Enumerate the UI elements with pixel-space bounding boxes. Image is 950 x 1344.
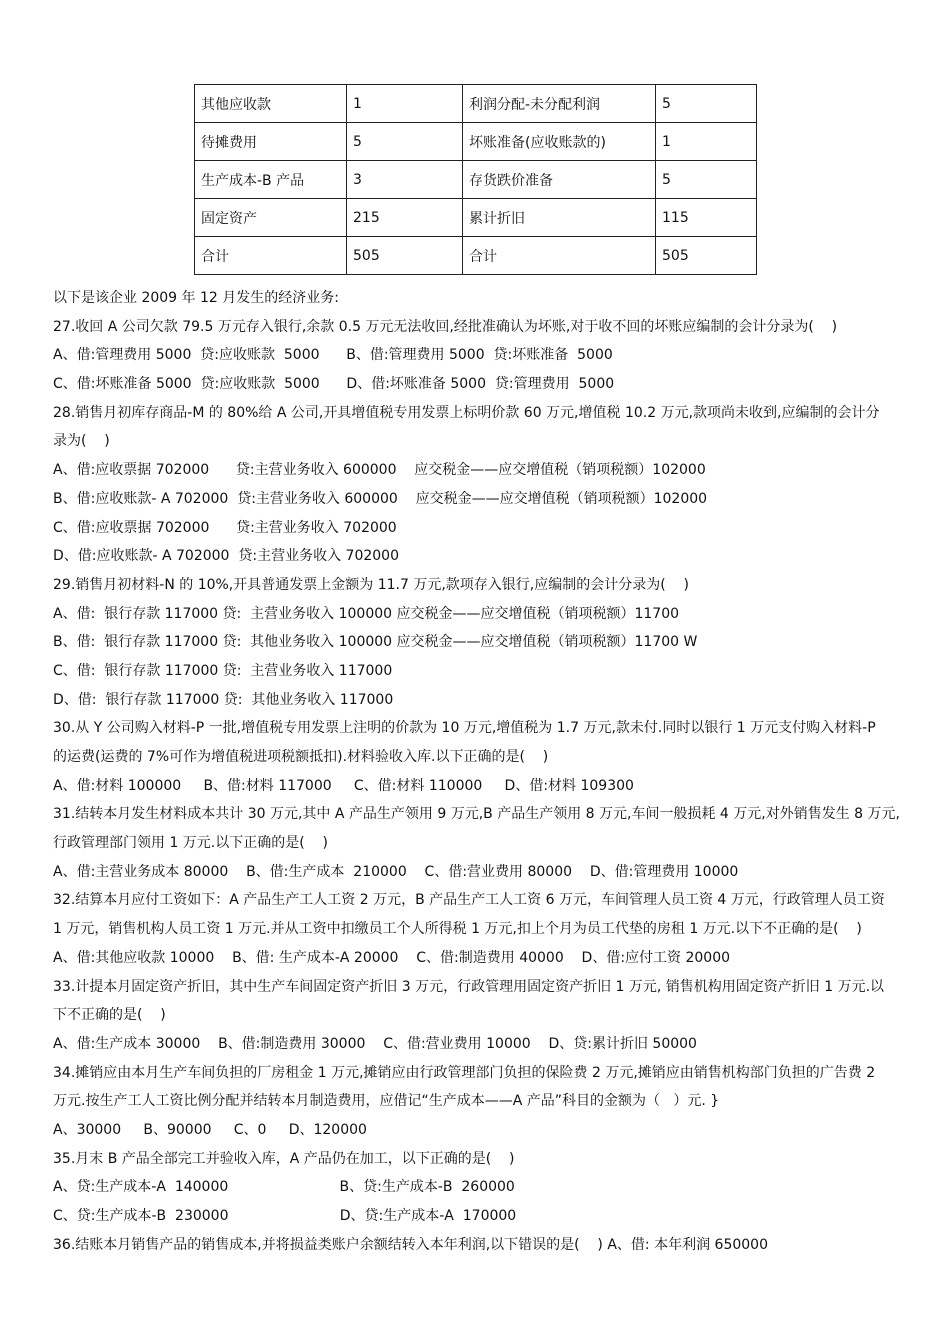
table-row xyxy=(195,237,757,275)
table-row xyxy=(195,123,757,161)
table-cell: 1 xyxy=(347,85,463,123)
table-cell: 115 xyxy=(656,199,757,237)
table-cell: 1 xyxy=(656,123,757,161)
option-line: A、借:材料 100000 B、借:材料 117000 C、借:材料 110000 D、借:材料 109300 xyxy=(53,777,634,794)
option-line: B、借:应收账款- A 702000 贷:主营业务收入 600000 应交税金——应交增值税（销项税额）102000 xyxy=(53,490,708,507)
question-31: 31.结转本月发生材料成本共计 30 万元,其中 A 产品生产领用 9 万元,B 产品生产领用 8 万元,车间一般损耗 4 万元,对外销售发生 8 万元, xyxy=(53,806,900,823)
question-27: 27.收回 A 公司欠款 79.5 万元存入银行,余款 0.5 万元无法收回,经批准确认为坏账,对于收不回的坏账应编制的会计分录为( ) xyxy=(53,318,838,335)
option-line: D、借:应收账款- A 702000 贷:主营业务收入 702000 xyxy=(53,548,399,565)
table-row xyxy=(195,85,757,123)
table-row xyxy=(195,161,757,199)
table-cell: 215 xyxy=(347,199,463,237)
table-cell: 坏账准备(应收账款的) xyxy=(463,123,656,161)
table-cell: 5 xyxy=(347,123,463,161)
option-line: A、30000 B、90000 C、0 D、120000 xyxy=(53,1121,367,1138)
table-cell: 合计 xyxy=(463,237,656,275)
table-cell: 3 xyxy=(347,161,463,199)
table-cell: 5 xyxy=(656,161,757,199)
intro-line: 以下是该企业 2009 年 12 月发生的经济业务: xyxy=(53,290,339,306)
question-32: 32.结算本月应付工资如下：A 产品生产工人工资 2 万元，B 产品生产工人工资 6 万元，车间管理人员工资 4 万元，行政管理人员工资 xyxy=(53,892,885,909)
option-line: C、贷:生产成本-B 230000 D、贷:生产成本-A 170000 xyxy=(53,1208,517,1224)
table-cell: 505 xyxy=(656,237,757,275)
question-30-cont: 的运费(运费的 7%可作为增值税进项税额抵扣).材料验收入库.以下正确的是( ) xyxy=(53,749,549,765)
option-line: C、借:应收票据 702000 贷:主营业务收入 702000 xyxy=(53,519,397,536)
option-line: A、借:其他应收款 10000 B、借: 生产成本-A 20000 C、借:制造费用 40000 D、借:应付工资 20000 xyxy=(53,949,731,966)
question-36: 36.结账本月销售产品的销售成本,并将损益类账户余额结转入本年利润,以下错误的是( ) A、借: 本年利润 650000 xyxy=(53,1236,768,1253)
question-29: 29.销售月初材料-N 的 10%,开具普通发票上金额为 11.7 万元,款项存入银行,应编制的会计分录为( ) xyxy=(53,576,689,593)
balance-table xyxy=(194,84,757,275)
option-line: D、借: 银行存款 117000 贷: 其他业务收入 117000 xyxy=(53,691,394,708)
option-line: A、借:应收票据 702000 贷:主营业务收入 600000 应交税金——应交增值税（销项税额）102000 xyxy=(53,462,706,479)
question-33-cont: 下不正确的是( ) xyxy=(53,1007,166,1024)
table-cell: 其他应收款 xyxy=(195,85,347,123)
question-text xyxy=(53,284,923,1259)
table-cell: 待摊费用 xyxy=(195,123,347,161)
question-31-cont: 行政管理部门领用 1 万元.以下正确的是( ) xyxy=(53,835,328,852)
question-28-cont: 录为( ) xyxy=(53,433,110,450)
option-line: A、借:管理费用 5000 贷:应收账款 5000 B、借:管理费用 5000 贷:坏账准备 5000 xyxy=(53,347,613,364)
question-35: 35.月末 B 产品全部完工并验收入库，A 产品仍在加工，以下正确的是( ) xyxy=(53,1150,515,1167)
question-34-cont: 万元.按生产工人工资比例分配并结转本月制造费用，应借记“生产成本——A 产品”科目的金额为（ ）元. } xyxy=(53,1093,720,1110)
option-line: C、借:坏账准备 5000 贷:应收账款 5000 D、借:坏账准备 5000 贷:管理费用 5000 xyxy=(53,376,615,393)
table-cell: 固定资产 xyxy=(195,199,347,237)
option-line: A、贷:生产成本-A 140000 B、贷:生产成本-B 260000 xyxy=(53,1179,515,1196)
table-row xyxy=(195,199,757,237)
option-line: B、借: 银行存款 117000 贷: 其他业务收入 100000 应交税金——应交增值税（销项税额）11700 W xyxy=(53,634,698,651)
question-34: 34.摊销应由本月生产车间负担的厂房租金 1 万元,摊销应由行政管理部门负担的保险费 2 万元,摊销应由销售机构部门负担的广告费 2 xyxy=(53,1064,876,1081)
table-cell: 利润分配-未分配利润 xyxy=(463,85,656,123)
table-cell: 505 xyxy=(347,237,463,275)
option-line: A、借: 银行存款 117000 贷: 主营业务收入 100000 应交税金——应交增值税（销项税额）11700 xyxy=(53,605,680,622)
table-cell: 合计 xyxy=(195,237,347,275)
option-line: A、借:生产成本 30000 B、借:制造费用 30000 C、借:营业费用 10000 D、贷:累计折旧 50000 xyxy=(53,1035,697,1052)
question-28: 28.销售月初库存商品-M 的 80%给 A 公司,开具增值税专用发票上标明价款 60 万元,增值税 10.2 万元,款项尚未收到,应编制的会计分 xyxy=(53,404,880,421)
table-cell: 累计折旧 xyxy=(463,199,656,237)
option-line: C、借: 银行存款 117000 贷: 主营业务收入 117000 xyxy=(53,662,393,679)
question-30: 30.从 Y 公司购入材料-P 一批,增值税专用发票上注明的价款为 10 万元,增值税为 1.7 万元,款未付.同时以银行 1 万元支付购入材料-P xyxy=(53,720,876,737)
option-line: A、借:主营业务成本 80000 B、借:生产成本 210000 C、借:营业费用 80000 D、借:管理费用 10000 xyxy=(53,863,739,880)
table-cell: 生产成本-B 产品 xyxy=(195,161,347,199)
table-cell: 5 xyxy=(656,85,757,123)
question-33: 33.计提本月固定资产折旧，其中生产车间固定资产折旧 3 万元，行政管理用固定资产折旧 1 万元, 销售机构用固定资产折旧 1 万元.以 xyxy=(53,978,885,995)
question-32-cont: 1 万元，销售机构人员工资 1 万元.并从工资中扣缴员工个人所得税 1 万元,扣上个月为员工代垫的房租 1 万元.以下不正确的是( ) xyxy=(53,921,862,938)
table-cell: 存货跌价准备 xyxy=(463,161,656,199)
